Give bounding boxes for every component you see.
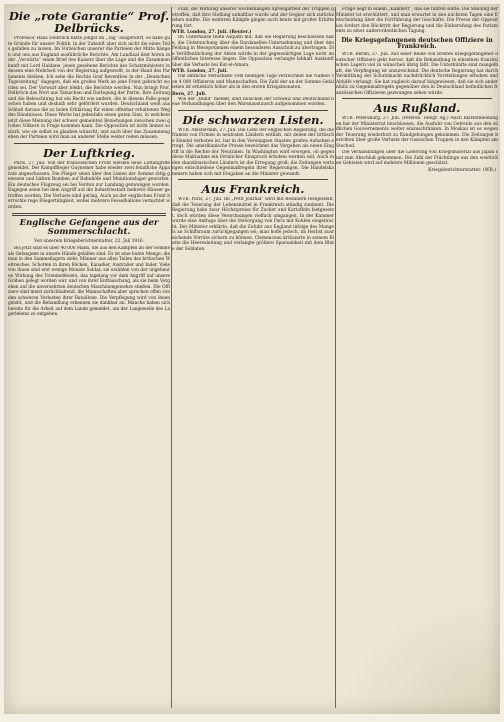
column-middle	[172, 7, 334, 253]
article-body: WTB. Berlin, 27. Juli. Aus einer Reihe von Briefen kriegsgefangener deutscher Offiziere geht hervor, daß die Behandlung in einzelnen französischen Lagern viel zu wünschen übrig läßt. Die Unterkünfte sind mangelhaft, die Verpflegung ist unzureichend. Die deutsche Regierung hat durch Vermittlung der Schutzmacht nachdrücklich Vorstellungen erhoben und Abhilfe verlangt. Sie hat zugleich darauf hingewiesen, daß sie sich andernfalls zu Gegenmaßregeln gegenüber den in Deutschland befindlichen französischen Offizieren gezwungen sehen würde.	[336, 52, 498, 96]
newspaper-page	[4, 4, 500, 714]
article-body: Wie der „Bund“ meldet, sind zwischen der Schweiz und Deutschland neue Verhandlungen über den Warenaustausch aufgenommen worden.	[172, 96, 334, 107]
article-body: Professor Hans Delbrück hatte jüngst im „Tag“ ausgeführt, es habe gute Gründe für unsere Politik, in der Zukunft aber sich nicht die eines Teils gefallen zu lassen. Im Vorzeichen unserer die Parteien der Mitte hängen und uns aus England ausführliche Berichte. Am Lundiaal liest hören in der „Vorwärts“ einen Brief des Kaisers über die Lage und die Zusammenkunft mit Lord Haldane, jenen gesehene Berichte des Schatzministers in dessen eine Mehrheit von der Regierung aufgestellt, in der Hand des Parlaments bleiben. Ich sehe die Rechte Graf Reventlow in der „Deutschen Tageszeitung“ dagegen, daß ein großes Werk an jene Front gebracht worden sei. Der Vorwurf aber bleibt, die Berichte werden. Nun bringt Prof. Delbrück das Wort aus Tatsachen und Darlegung der Partei. Ihre Zeitung und die Beleuchtung hat ein Recht wie andere, die in diesem Falle gesprochen haben und deshalb sehr gefördert wurden. Deutschland weiß aus Schluß daraus die zu holen Erklärung für einen offenbar erhaltenen Weg des Bündnisses. Diese Worte hat jedenfalls einen guten Sinn, in welchem jetzt diese Meinung der schwer gemeinten Beziehungen zwischen zwei großen Völkern in Frage kommen kann. Die Opposition ist nicht immer so stark, wie sie selbst zu glauben wünscht, und auch über das Zusammengehen der Parteien wird man an anderer Stelle weiter reden müssen.	[8, 36, 170, 141]
section-heading: Aus Frankreich.	[201, 182, 305, 197]
section-heading: Aus Rußland.	[373, 101, 461, 116]
article-headline: Die „rote Garantie“ Prof. Delbrücks.	[8, 9, 170, 36]
paper-stain	[340, 594, 500, 714]
article-body: Im Unterhause teilte Asquith mit, daß die Regierung beschlossen habe, die Untersuchung über die Dardanellen-Unternehmung und über den Feldzug in Mesopotamien einem besonderen Ausschuß zu übertragen. Die Veröffentlichung der Akten würde in der gegenwärtigen Lage nicht im öffentlichen Interesse liegen. Die Opposition verlangte lebhaft Auskunft über die Verluste bei Kut-el-Amara.	[172, 35, 334, 68]
article-signature: Kriegsberichterstatter. (WB.)	[428, 167, 496, 173]
article-body: Die Verhandlungen über die Lieferung von Kriegsmaterial aus Japan sind zum Abschluß gekommen. Die Zahl der Flüchtlinge aus den westlichen Gebieten wird auf mehrere Millionen geschätzt.	[336, 150, 498, 167]
column-right	[336, 7, 498, 174]
article-body: Paris, 27. Juli. Von der französischen Front werden neue Luftangriffe gemeldet. Der Kampfflieger Guynemer habe wieder zwei feindliche Apparate abgeschossen. Die Flieger seien über den Linien der Somme tätig gewesen und hätten Bomben auf Bahnhöfe und Munitionslager geworfen. Ein deutsches Flugzeug sei bei Verdun zur Landung gezwungen worden. Dagegen seien bei dem Angriff auf die Industriestadt mehrere Häuser getroffen worden. Die Verluste sind gering. Auch an der englischen Front herrschte rege Fliegertätigkeit, wobei mehrere Fesselballone vernichtet wurden.	[8, 160, 170, 210]
article-body: Frage liegt in einem „Kabinett“, das sie führen sollte. Die Stellung der Minister ist erschüttert, und man erwartet in den nächsten Tagen eine Entscheidung über die Fortführung der Geschäfte. Die Presse der Opposition fordert den Rücktritt der Regierung und die Einberufung des Parlaments zu einer außerordentlichen Tagung.	[336, 7, 498, 34]
article-body: WTB. Amsterdam, 27. Juli. Die Liste der englischen Regierung, die die Namen von Firmen in neutralen Ländern enthält, mit denen der britische Handel verboten ist, hat in den Vereinigten Staaten großes Aufsehen erregt. Die amerikanische Presse bezeichnet das Vorgehen als einen Eingriff in die Rechte der Neutralen. In Washington wird erwogen, ob gegen diese Maßnahme ein förmlicher Einspruch erhoben werden soll. Auch in den skandinavischen Ländern ist die Erregung groß; die Zeitungen verlangen entschiedene Gegenmaßregeln ihrer Regierungen. Die Handelskammern haben sich mit Eingaben an die Minister gewandt.	[172, 127, 334, 177]
article-body: WTB. Petersburg, 27. Juli. (Petersb. Telegr. Ag.) Nach Blättermeldungen hat der Ministerrat beschlossen, die Ausfuhr von Getreide aus den südlichen Gouvernements weiter einzuschränken. In Moskau ist es wegen der Teuerung wiederholt zu Kundgebungen gekommen. Die Zeitungen berichten über große Verluste der russischen Truppen in den Kämpfen am Stochod.	[336, 116, 498, 149]
divider	[12, 213, 166, 216]
column-left	[8, 7, 170, 319]
divider	[178, 110, 328, 111]
article-body: Bis jetzt sind es über 40 000 Mann, die aus den Kämpfen an der Somme als Gefangene in unsere Hände gefallen sind. Es ist eine bunte Menge, die man in den Sammellagern sieht: Männer aus allen Teilen des britischen Weltreiches, Schotten in ihren Röcken, Kanadier, Australier und Inder. Viele von ihnen sind erst wenige Monate Soldat; sie erzählen von der ungeheuren Wirkung des Trommelfeuers, das tagelang vor dem Angriff auf unsere Gräben gelegt worden war, und von ihrer Enttäuschung, als sie beim Vorgehen auf die unversehrten deutschen Maschinengewehre stießen. Die Offiziere sind meist zurückhaltend, die Mannschaften aber sprechen offen von den schweren Verlusten ihrer Bataillone. Die Verpflegung wird von ihnen gelobt, und die Behandlung erkennen sie dankbar an. Manche haben sich bereits für die Arbeit auf dem Lande gemeldet, um der Langeweile des Lagerlebens zu entgehen.	[8, 246, 170, 318]
section-heading: Die schwarzen Listen.	[182, 112, 324, 127]
section-heading: Englische Gefangene aus der Sommerschlacht.	[19, 218, 159, 238]
divider	[342, 98, 492, 99]
article-subtitle: Von unserem Kriegsberichterstatter, 22. Juli 1916.	[33, 239, 144, 245]
dateline: Bern, 27. Juli.	[172, 91, 207, 97]
article-body: WTB. Paris, 27. Juli. Im „Petit Journal“ wird mit Bedauern festgestellt, daß die Teuerung der Lebensmittel in Frankreich ständig zunimmt. Die Regierung habe zwar Höchstpreise für Zucker und Kartoffeln festgesetzt, doch würden diese Verordnungen vielfach umgangen. In der Kammer wurde eine Anfrage über die Versorgung von Paris mit Kohlen eingebracht. Der Minister erklärte, daß die Zufuhr aus England infolge des Mangels an Schiffsraum zurückgegangen sei; man hoffe jedoch, im Herbst ausreichende Vorräte sichern zu können. Clemenceau kritisierte in seinem Blatte die Heeresleitung und verlangte größere Sparsamkeit mit dem Blute der Soldaten.	[172, 197, 334, 252]
section-heading: Die Kriegsgefangenen deutschen Offiziere in Frankreich.	[341, 36, 493, 50]
divider	[14, 143, 164, 144]
divider	[178, 179, 328, 180]
section-heading: Der Luftkrieg.	[43, 145, 135, 160]
dateline: WTB. London, 27. Juli. (Reuter.)	[172, 30, 252, 35]
article-body: Die amtliche Verlustliste vom heutigen Tage verzeichnet die Namen von 4 000 Offizieren und Mannschaften. Die Zahl der an der Somme Gefallenen ist erheblich höher als in den ersten Kriegsmonaten.	[172, 74, 334, 90]
article-body: Fluß, die Wirkung unserer wochenlangen Sprengarbeit der Truppen getroffen, daß ihre Stellung unhaltbar wurde und der Gegner sich zurückziehen mußte. Die weiteren Kämpfe gingen auch heute mit großer Erbitterung fort.	[172, 7, 334, 29]
dateline: WTB. London, 27. Juli.	[172, 69, 228, 74]
